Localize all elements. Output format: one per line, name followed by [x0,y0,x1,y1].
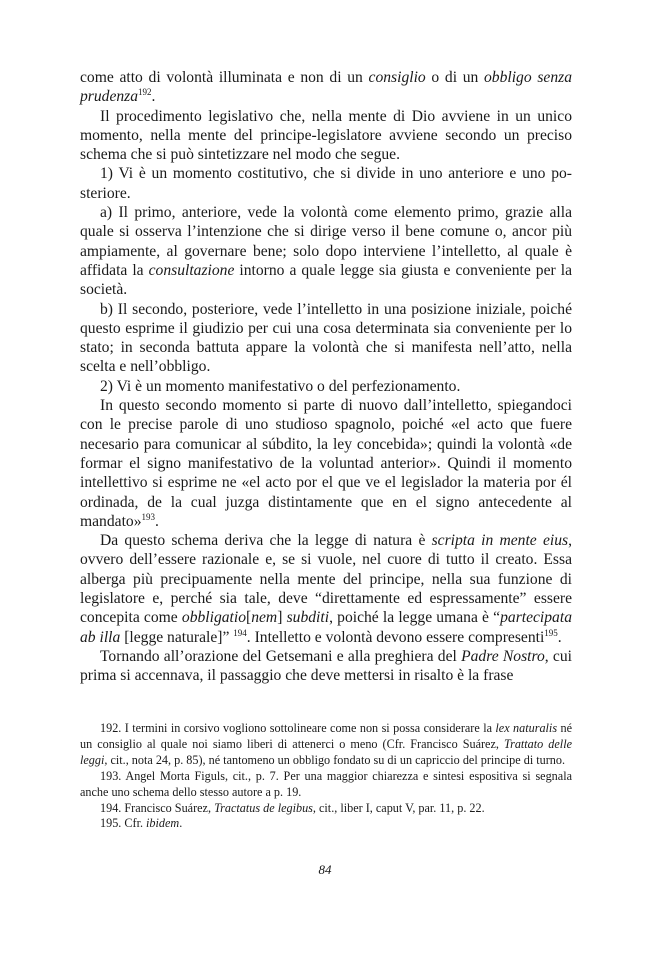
text-run: 193. Angel Morta Figuls, cit., p. 7. Per una maggior chiarezza e sintesi espositiva si segnala anche uno schema dello stesso autore a p. 19. [80,768,572,799]
paragraph [80,647,572,686]
italic-text: scripta in mente eius [431,532,569,550]
italic-text: Tractatus de legibus, [214,800,316,815]
paragraph [80,300,572,377]
italic-text: Trattato delle leggi, [80,736,572,767]
text-run: [ [246,609,252,627]
text-run: Da questo schema deriva che la legge di natura è [100,532,432,550]
text-run: . [151,88,156,106]
paragraph [80,396,572,531]
paragraph [80,531,572,647]
text-run: . [155,512,159,530]
italic-text: subditi [286,609,330,627]
text-run: [legge naturale]” [120,628,234,646]
italic-text: Padre Nostro [461,647,545,665]
text-run: 195. Cfr. [100,816,147,831]
text-run: , ovvero dell’essere razionale e, se si vuole, nel cuore di tutto il creato. Essa alberga più precipuamente nella mente del principe, nella sua funzione di legislatore e, perché sia tale, deve “direttamente ed espressamente” essere concepita come [80,532,572,627]
text-run: o di un [425,69,484,86]
text-run: ] [277,609,287,627]
italic-text: consiglio [368,69,426,86]
page-body [80,68,572,686]
text-run: cit., liber I, caput V, par. 11, p. 22. [315,800,485,815]
footnotes [80,721,572,832]
text-run: . Intelletto e volontà devono essere compresenti [246,628,545,646]
footnote [80,801,572,817]
text-run: Il procedimento legislativo che, nella mente di Dio avviene in un unico momento, nella mente del principe-legislatore avviene secondo un preciso schema che si può sintetizzare nel modo che segue. [80,107,572,164]
italic-text: obbligatio [181,609,247,627]
italic-text: partecipata ab illa [80,609,572,646]
text-run: . [557,628,562,646]
body-text [80,68,572,686]
paragraph [80,68,572,107]
text-run: come atto di volontà illuminata e non di un [80,69,369,86]
footnote-ref: 193 [141,511,155,522]
paragraph [80,377,572,396]
text-run: , cui prima si accennava, il passaggio che deve mettersi in risalto è la frase [80,647,572,685]
footnote [80,769,572,801]
paragraph [80,107,572,165]
paragraph [80,203,572,299]
paragraph [80,164,572,203]
italic-text: obbligo senza prudenza [80,69,572,106]
italic-text: lex naturalis [495,721,558,735]
footnote [80,721,572,769]
text-run: . [179,816,183,831]
footnote-ref: 194 [233,627,247,638]
italic-text: ibidem [146,816,180,831]
text-run: Tornando all’orazione del Getsemani e alla preghiera del [100,647,462,665]
text-run: 2) Vi è un momento manifestativo o del perfezionamento. [100,377,461,395]
text-run: 194. Francisco Suárez, [100,800,215,815]
text-run: intorno a quale legge sia giusta e conveniente per la società. [80,261,572,299]
text-run: 1) Vi è un momento costitutivo, che si divide in uno anteriore e uno posteriore. [80,165,572,202]
text-run: cit., nota 24, p. 85), né tantomeno un obbligo fondato su di un capriccio del principe di turno. [107,752,566,767]
text-run: né un consiglio al quale noi siamo liberi di attenerci o meno (Cfr. Francisco Suárez, [80,721,572,751]
italic-text: nem [251,609,278,627]
text-run: , poiché la legge umana è “ [329,609,501,627]
text-run: 192. I termini in corsivo vogliono sottolineare come non si possa considerare la [100,721,496,735]
italic-text: consultazione [148,261,235,279]
footnote [80,816,572,832]
text-run: a) Il primo, anteriore, vede la volontà come elemento primo, grazie alla quale si osserva l’intenzione che si dirige verso il bene comune o, ancor più ampiamente, al governare bene; solo dopo interviene l’intelletto, al quale è affidata la [80,204,572,279]
text-run: b) Il secondo, posteriore, vede l’intelletto in una posizione iniziale, poiché questo esprime il giudizio per cui una cosa determinata sia conveniente per lo stato; in seconda battuta appare la volontà che si manifesta nell’atto, nella scelta e nell’obbligo. [80,300,572,376]
text-run: In questo secondo momento si parte di nuovo dall’intelletto, spiegandoci con le precise parole di uno studioso spagnolo, poiché «el acto que fuere necesario para comunicar al súbdito, la ley concebida»; quindi la volontà «de formar el signo manifestativo de la voluntad anterior». Quindi il momento intellettivo si esprime ne «el acto por el que ve el legislador la materia por él ordinada, de la cual juzga distintamente que en el signo antecedente al mandato» [80,397,572,530]
footnote-ref: 195 [544,627,558,638]
page-number: 84 [318,862,332,877]
footnote-ref: 192 [138,87,152,98]
